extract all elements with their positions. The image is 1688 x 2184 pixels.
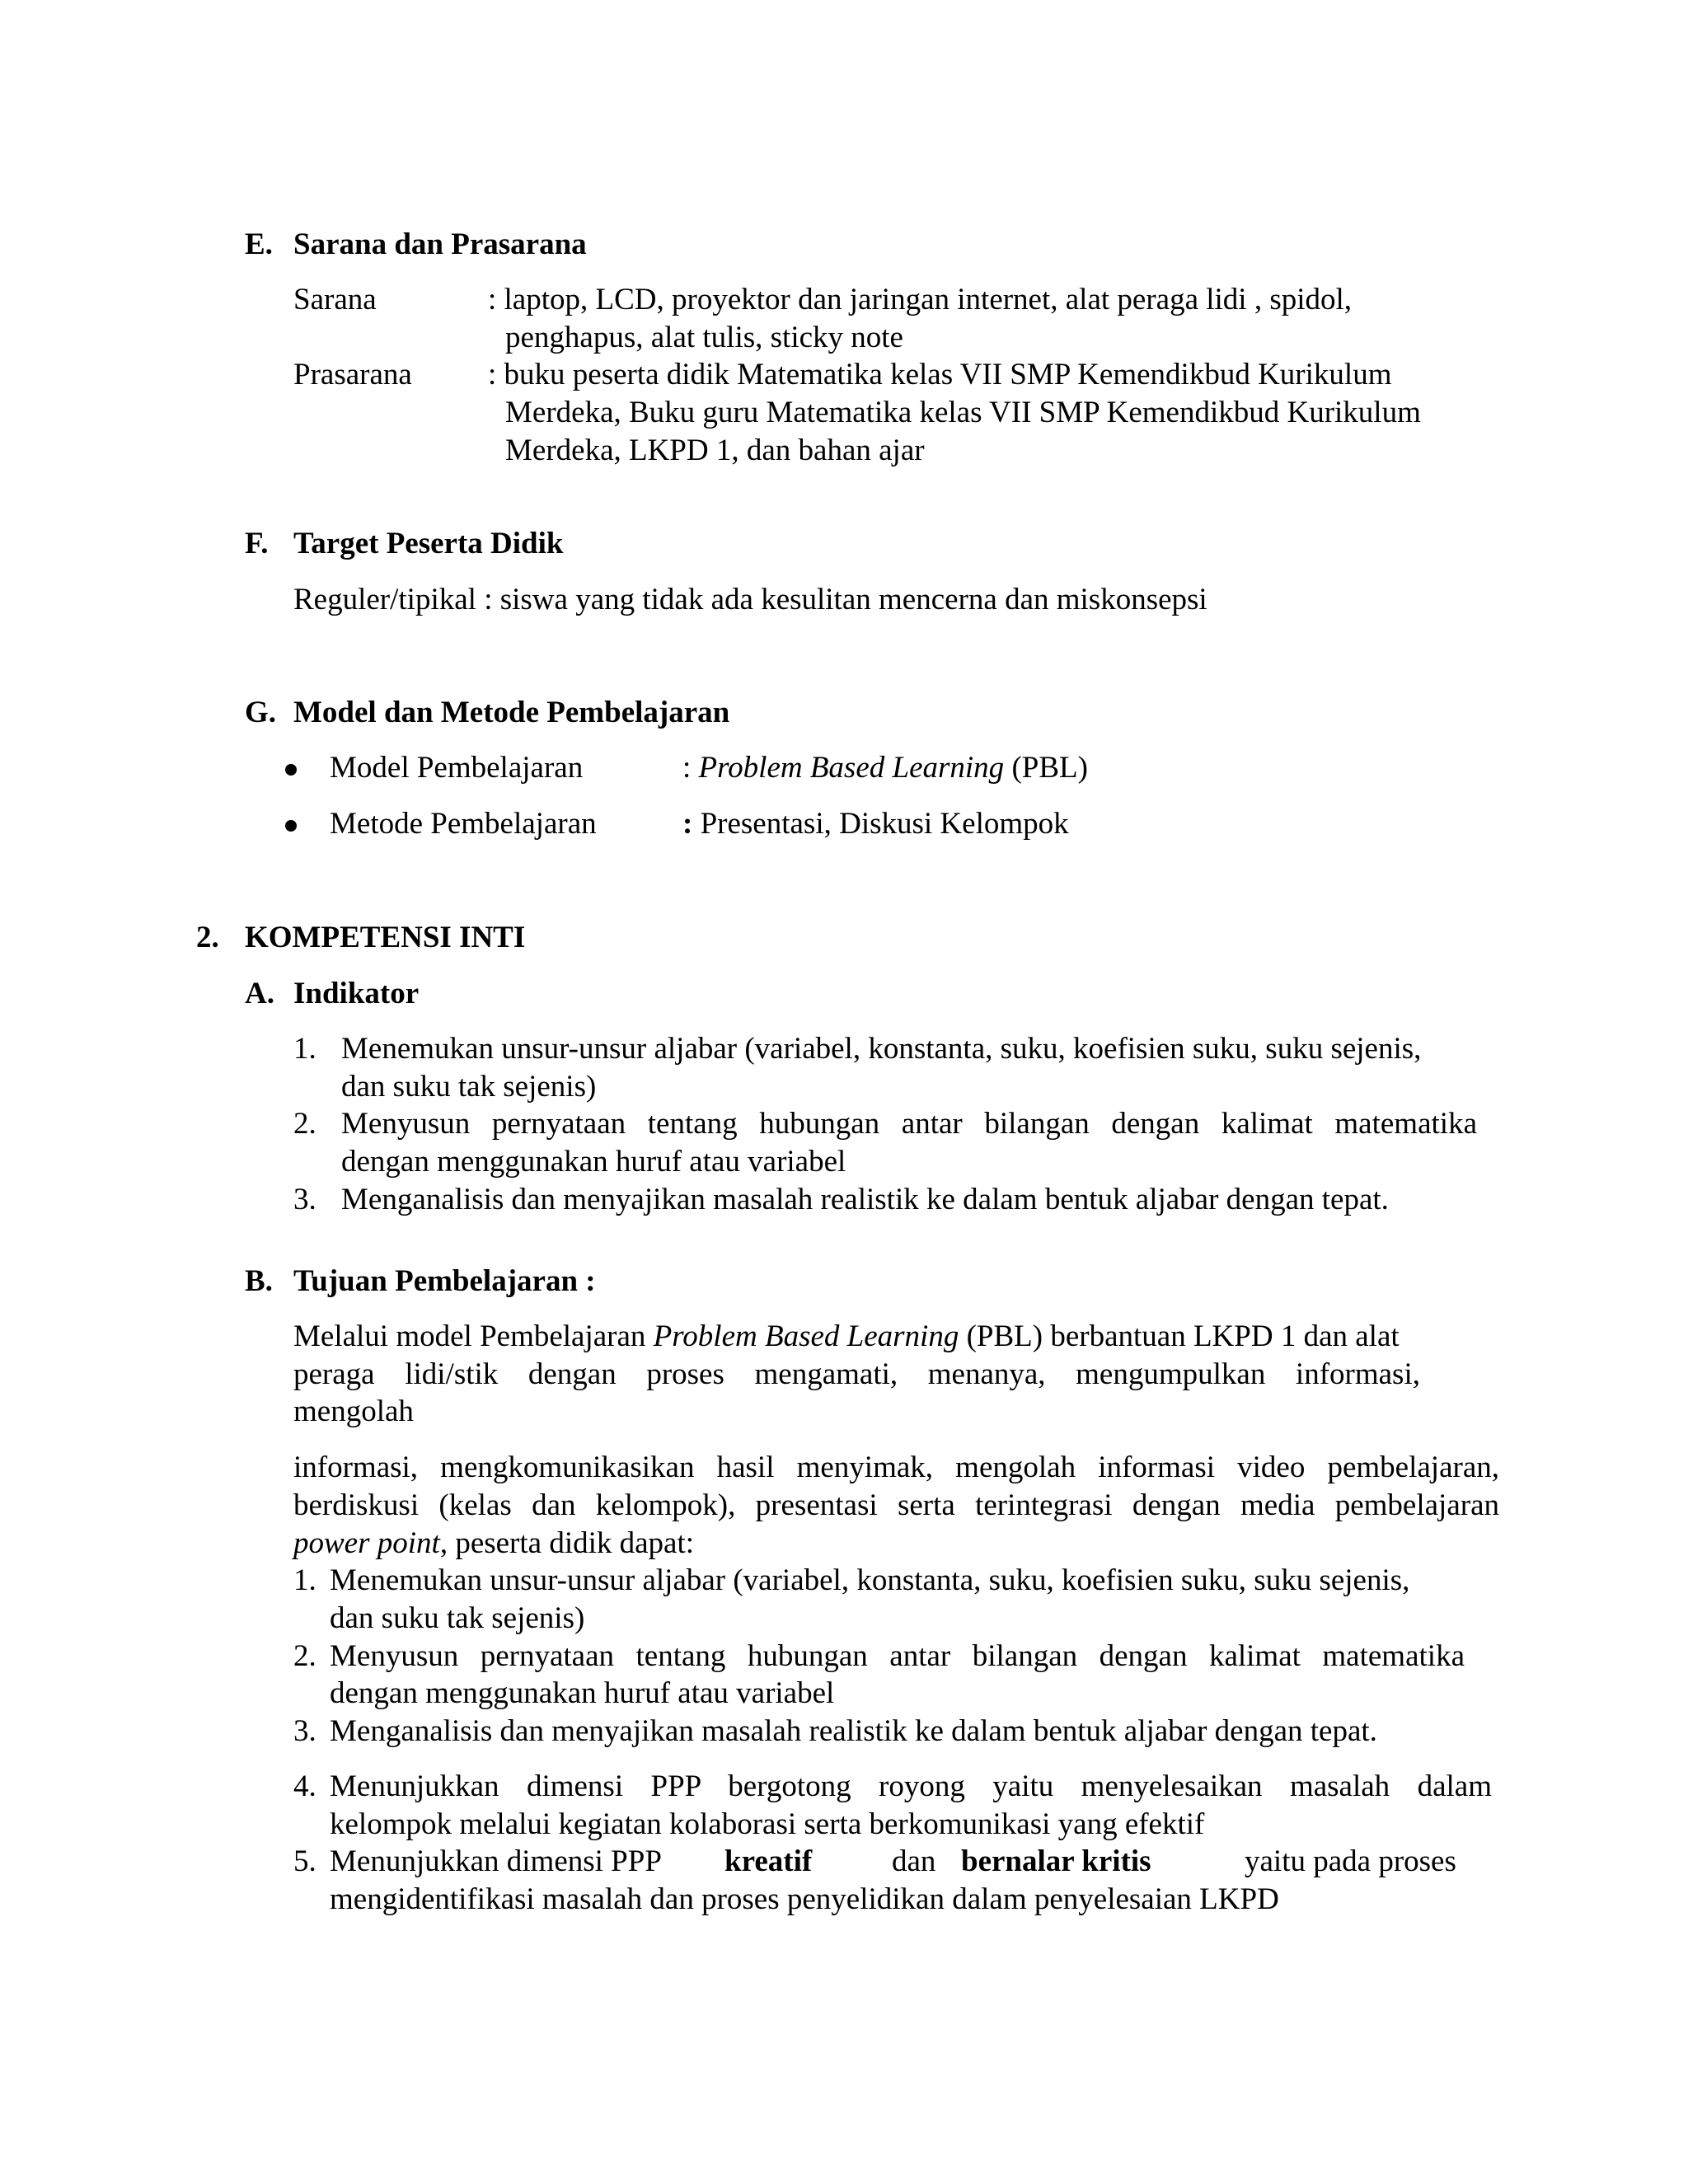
model-value-rest: (PBL) — [1004, 751, 1088, 785]
tujuan-item-3-line-1: Menganalisis dan menyajikan masalah realistik ke dalam bentuk aljabar dengan tepat. — [330, 1714, 1377, 1748]
tujuan-intro-line-6-rest: , peserta didik dapat: — [439, 1526, 695, 1560]
section-f-text: Reguler/tipikal : siswa yang tidak ada kesulitan mencerna dan miskonsepsi — [293, 583, 1207, 616]
section-e-letter: E. — [245, 227, 273, 261]
tujuan-item-number: 3. — [293, 1714, 316, 1748]
indikator-item-1-line-2: dan suku tak sejenis) — [341, 1070, 597, 1104]
section-2-number: 2. — [196, 921, 219, 954]
section-f-title: Target Peserta Didik — [293, 527, 564, 560]
tujuan-item-1-line-2: dan suku tak sejenis) — [330, 1601, 585, 1635]
tujuan-item-4-line-2: kelompok melalui kegiatan kolaborasi serta berkomunikasi yang efektif — [330, 1807, 1205, 1841]
section-b-title: Tujuan Pembelajaran : — [293, 1264, 596, 1298]
tujuan-intro-line-1 — [293, 1318, 1400, 1356]
indikator-item-number: 1. — [293, 1032, 316, 1066]
section-g-title: Model dan Metode Pembelajaran — [293, 696, 730, 729]
tujuan-item-4-line-1: Menunjukkan dimensi PPP bergotong royong yaitu menyelesaikan masalah dalam — [330, 1769, 1492, 1803]
prasarana-value-line-1: : buku peserta didik Matematika kelas VII SMP Kemendikbud Kurikulum — [488, 358, 1392, 391]
metode-value-rest: Presentasi, Diskusi Kelompok — [692, 807, 1069, 841]
tujuan-item-2-line-2: dengan menggunakan huruf atau variabel — [330, 1676, 835, 1710]
sarana-value-line-1: : laptop, LCD, proyektor dan jaringan internet, alat peraga lidi , spidol, — [488, 283, 1353, 316]
indikator-item-number: 2. — [293, 1107, 316, 1141]
tujuan-item-number: 1. — [293, 1563, 316, 1597]
section-f-letter: F. — [245, 527, 269, 560]
tujuan-intro-power-point-italic: power point — [293, 1526, 440, 1560]
metode-value — [682, 805, 1069, 843]
tujuan-item-5-line-1b: yaitu pada proses — [1245, 1844, 1456, 1878]
section-2-title: KOMPETENSI INTI — [245, 921, 526, 954]
tujuan-intro-line-1b: (PBL) berbantuan LKPD 1 dan alat — [959, 1319, 1400, 1353]
section-a-letter: A. — [245, 977, 274, 1010]
model-label: Model Pembelajaran — [330, 751, 584, 785]
section-b-letter: B. — [245, 1264, 273, 1298]
tujuan-intro-line-1a: Melalui model Pembelajaran — [293, 1319, 654, 1353]
sarana-label: Sarana — [293, 283, 377, 316]
model-value — [682, 749, 1088, 787]
tujuan-intro-line-3: mengolah — [293, 1394, 414, 1428]
tujuan-item-5-kreatif: kreatif — [724, 1844, 813, 1878]
tujuan-item-1-line-1: Menemukan unsur-unsur aljabar (variabel, konstanta, suku, koefisien suku, suku sejenis, — [330, 1563, 1410, 1597]
tujuan-intro-pbl-italic: Problem Based Learning — [653, 1319, 959, 1353]
prasarana-value-line-2: Merdeka, Buku guru Matematika kelas VII SMP Kemendikbud Kurikulum — [505, 396, 1421, 429]
bullet-icon — [285, 820, 297, 832]
bullet-icon — [285, 764, 297, 776]
tujuan-intro-line-6 — [293, 1525, 694, 1563]
section-e-title: Sarana dan Prasarana — [293, 227, 587, 261]
tujuan-item-2-line-1: Menyusun pernyataan tentang hubungan antar bilangan dengan kalimat matematika — [330, 1639, 1465, 1673]
model-value-italic: Problem Based Learning — [698, 751, 1005, 785]
indikator-item-number: 3. — [293, 1183, 316, 1216]
prasarana-label: Prasarana — [293, 358, 412, 391]
model-colon: : — [682, 751, 692, 785]
indikator-item-2-line-1: Menyusun pernyataan tentang hubungan antar bilangan dengan kalimat matematika — [341, 1107, 1477, 1141]
prasarana-value-line-3: Merdeka, LKPD 1, dan bahan ajar — [505, 434, 925, 467]
tujuan-item-5-line-2: mengidentifikasi masalah dan proses penyelidikan dalam penyelesaian LKPD — [330, 1882, 1279, 1916]
tujuan-intro-line-5: berdiskusi (kelas dan kelompok), presentasi serta terintegrasi dengan media pembelajaran — [293, 1488, 1499, 1522]
sarana-value-line-2: penghapus, alat tulis, sticky note — [505, 321, 903, 354]
tujuan-item-5-line-1a: Menunjukkan dimensi PPP — [330, 1844, 662, 1878]
tujuan-item-number: 2. — [293, 1639, 316, 1673]
tujuan-item-number: 4. — [293, 1769, 316, 1803]
metode-label: Metode Pembelajaran — [330, 807, 597, 841]
section-g-letter: G. — [245, 696, 277, 729]
tujuan-item-5-bernalar-kritis: bernalar kritis — [961, 1844, 1151, 1878]
tujuan-item-5-dan: dan — [892, 1844, 936, 1878]
metode-colon: : — [682, 807, 693, 841]
section-a-title: Indikator — [293, 977, 420, 1010]
indikator-item-2-line-2: dengan menggunakan huruf atau variabel — [341, 1145, 846, 1179]
tujuan-intro-line-4: informasi, mengkomunikasikan hasil menyimak, mengolah informasi video pembelajaran, — [293, 1451, 1499, 1484]
tujuan-item-number: 5. — [293, 1844, 316, 1878]
tujuan-intro-line-2: peraga lidi/stik dengan proses mengamati, menanya, mengumpulkan informasi, — [293, 1357, 1420, 1391]
indikator-item-1-line-1: Menemukan unsur-unsur aljabar (variabel, konstanta, suku, koefisien suku, suku sejenis, — [341, 1032, 1422, 1066]
indikator-item-3-line-1: Menganalisis dan menyajikan masalah realistik ke dalam bentuk aljabar dengan tepat. — [341, 1183, 1389, 1216]
